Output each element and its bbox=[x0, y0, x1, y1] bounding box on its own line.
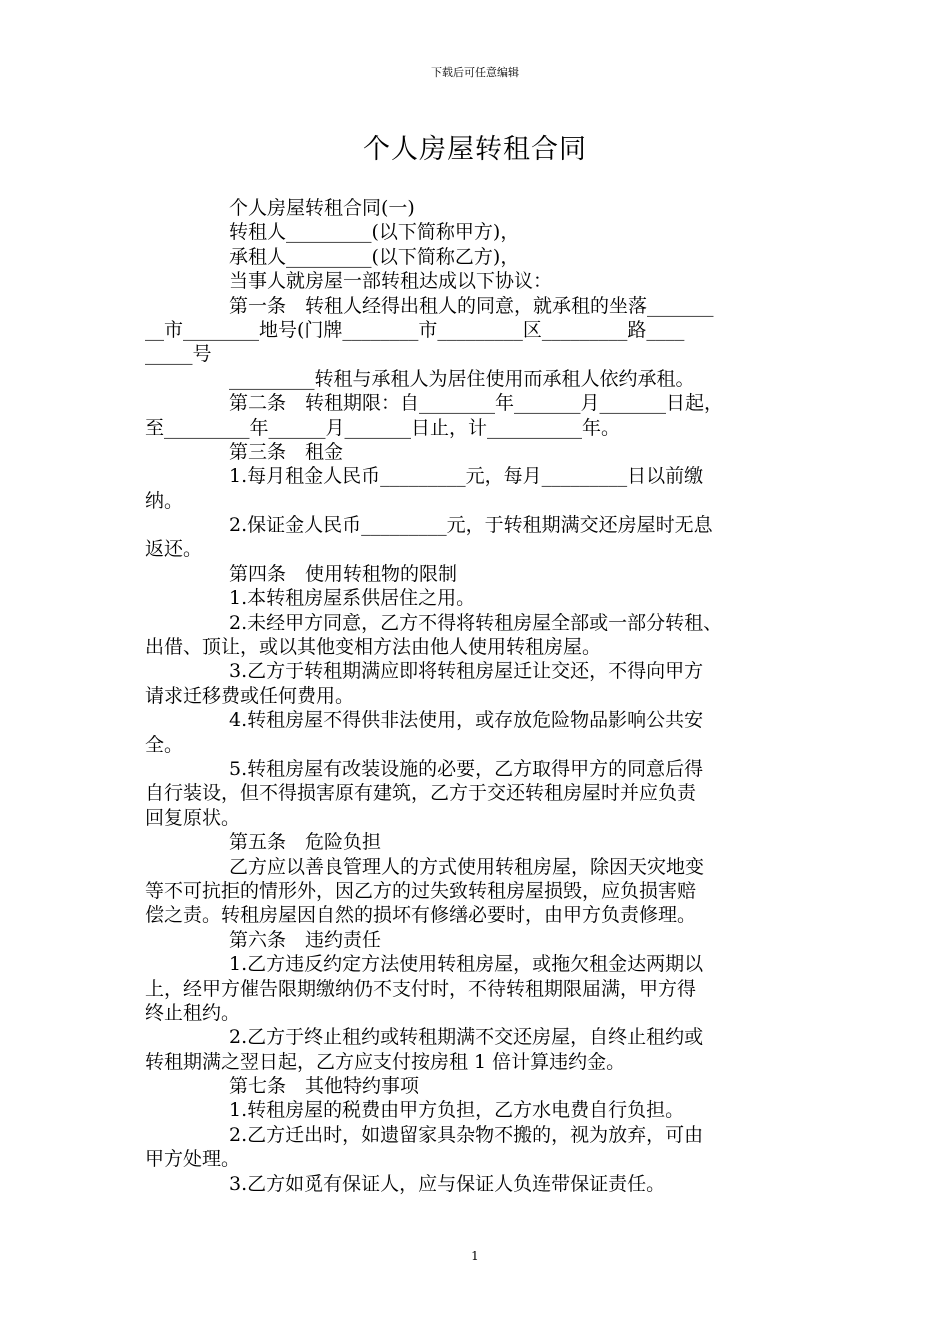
text-line: 上，经甲方催告限期缴纳仍不支付时，不待转租期限届满，甲方得 bbox=[145, 977, 697, 1000]
text-line: 至_________年______月_______日止，计__________年。 bbox=[145, 416, 621, 439]
text-line: 第四条 使用转租物的限制 bbox=[229, 562, 458, 585]
text-line: 第七条 其他特约事项 bbox=[229, 1075, 420, 1098]
text-line: __市________地号(门牌________市_________区_________路____ bbox=[145, 318, 685, 341]
text-line: 返还。 bbox=[145, 538, 203, 561]
text-line: 第二条 转租期限：自________年_______月_______日起， bbox=[229, 392, 724, 415]
text-line: 第五条 危险负担 bbox=[229, 831, 382, 854]
text-line: 2.保证金人民币_________元，于转租期满交还房屋时无息 bbox=[229, 514, 713, 537]
text-line: _____号 bbox=[145, 343, 212, 366]
text-line: _________转租与承租人为居住使用而承租人依约承租。 bbox=[229, 367, 695, 390]
text-line: 1.转租房屋的税费由甲方负担，乙方水电费自行负担。 bbox=[229, 1099, 685, 1122]
text-line: 4.转租房屋不得供非法使用，或存放危险物品影响公共安 bbox=[229, 709, 704, 732]
text-line: 1.本转租房屋系供居住之用。 bbox=[229, 587, 476, 610]
text-line: 2.乙方于终止租约或转租期满不交还房屋，自终止租约或 bbox=[229, 1026, 704, 1049]
text-line: 2.乙方迁出时，如遗留家具杂物不搬的，视为放弃，可由 bbox=[229, 1123, 704, 1146]
text-line: 转租期满之翌日起，乙方应支付按房租 1 倍计算违约金。 bbox=[145, 1050, 626, 1073]
text-line: 1.每月租金人民币_________元，每月_________日以前缴 bbox=[229, 465, 704, 488]
text-line: 个人房屋转租合同(一) bbox=[229, 197, 415, 219]
text-line: 等不可抗拒的情形外，因乙方的过失致转租房屋损毁，应负损害赔 bbox=[145, 879, 697, 902]
text-line: 回复原状。 bbox=[145, 806, 241, 829]
text-line: 第三条 租金 bbox=[229, 440, 344, 463]
document-title: 个人房屋转租合同 bbox=[363, 134, 587, 165]
text-line: 3.乙方于转租期满应即将转租房屋迁让交还，不得向甲方 bbox=[229, 660, 704, 683]
text-line: 当事人就房屋一部转租达成以下协议： bbox=[229, 270, 553, 293]
text-line: 全。 bbox=[145, 733, 184, 756]
text-line: 乙方应以善良管理人的方式使用转租房屋，除因天灾地变 bbox=[229, 855, 705, 878]
text-line: 甲方处理。 bbox=[145, 1148, 241, 1171]
contract-body bbox=[145, 196, 805, 1196]
text-line: 第一条 转租人经得出租人的同意，就承租的坐落_______ bbox=[229, 294, 714, 317]
text-line: 终止租约。 bbox=[145, 1001, 241, 1024]
text-line: 1.乙方违反约定方法使用转租房屋，或拖欠租金达两期以 bbox=[229, 953, 704, 976]
text-line: 5.转租房屋有改装设施的必要，乙方取得甲方的同意后得 bbox=[229, 757, 704, 780]
text-line: 自行装设，但不得损害原有建筑，乙方于交还转租房屋时并应负责 bbox=[145, 782, 697, 805]
text-line: 转租人_________(以下简称甲方)， bbox=[229, 221, 520, 244]
text-line: 第六条 违约责任 bbox=[229, 928, 382, 951]
page-number: 1 bbox=[471, 1249, 479, 1263]
text-line: 偿之责。转租房屋因自然的损坏有修缮必要时，由甲方负责修理。 bbox=[145, 904, 697, 927]
text-line: 纳。 bbox=[145, 489, 184, 512]
text-line: 请求迁移费或任何费用。 bbox=[145, 684, 355, 707]
text-line: 3.乙方如觅有保证人，应与保证人负连带保证责任。 bbox=[229, 1172, 666, 1195]
text-line: 2.未经甲方同意，乙方不得将转租房屋全部或一部分转租、 bbox=[229, 611, 723, 634]
text-line: 出借、顶让，或以其他变相方法由他人使用转租房屋。 bbox=[145, 636, 602, 659]
header-note: 下载后可任意编辑 bbox=[431, 66, 519, 79]
text-line: 承租人_________(以下简称乙方)， bbox=[229, 245, 520, 268]
